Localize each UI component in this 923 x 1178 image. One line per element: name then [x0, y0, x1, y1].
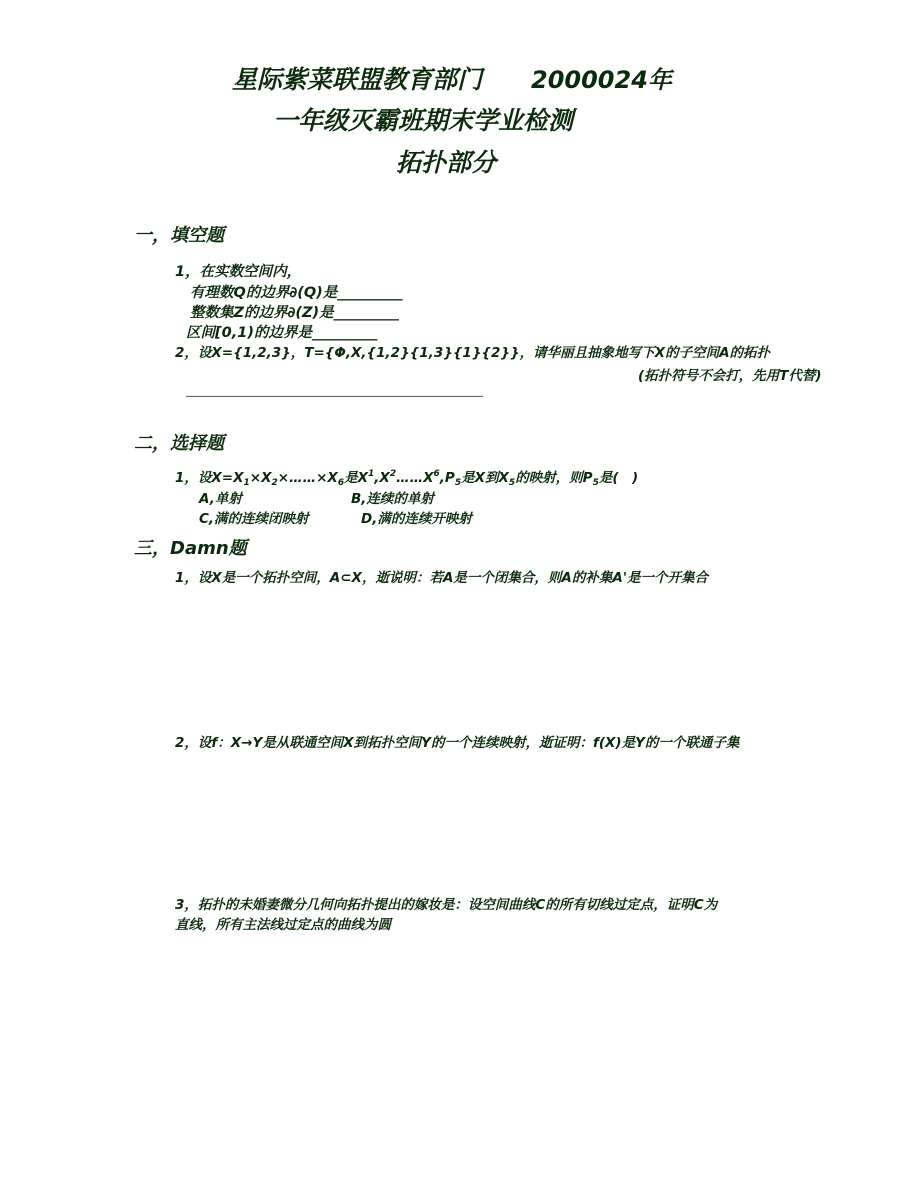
section3-q3-line1: 3，拓扑的未婚妻微分几何向拓扑提出的嫁妆是：设空间曲线C的所有切线过定点，证明C为: [175, 897, 718, 913]
section2-q1-part8: 是X到X: [461, 470, 509, 486]
sub-2: 2: [271, 478, 278, 488]
sub-5a: 5: [454, 478, 462, 488]
section2-q1: [175, 466, 638, 488]
sup-1: 1: [368, 469, 375, 479]
sub-5c: 5: [592, 478, 599, 488]
section1-q2-blank: ______________________________________________________: [186, 384, 483, 397]
header-year: [531, 60, 672, 95]
section2-q1-part6: ……X: [396, 470, 434, 486]
section2-q1-part10: 是( ): [598, 470, 639, 486]
section2-q1-part3: ×……×X: [277, 470, 338, 486]
section2-q1-part7: ,P: [439, 470, 455, 486]
section1-q1-b: 整数集Z的边界∂(Z)是_________: [190, 305, 399, 321]
section1-q2: 2，设X={1,2,3}，T={Φ,X,{1,2}{1,3}{1}{2}}，请华丽且抽象地写下X的子空间A的拓扑: [175, 345, 771, 361]
header-org: [232, 60, 482, 96]
section3-q2: 2，设f：X→Y是从联通空间X到拓扑空间Y的一个连续映射，逝证明：f(X)是Y的一个联通子集: [175, 735, 740, 751]
option-d: D,满的连续开映射: [361, 511, 472, 527]
section3-q3-line2: 直线，所有主法线过定点的曲线为圆: [175, 917, 391, 933]
section1-q1-a: 有理数Q的边界∂(Q)是_________: [190, 285, 403, 301]
sup-6: 6: [433, 469, 440, 479]
header-subtitle: 一年级灭霸班期末学业检测: [273, 106, 574, 135]
section1-title: 一，填空题: [134, 225, 224, 246]
sub-1: 1: [243, 478, 250, 488]
header-year-text: 2000024年: [531, 66, 672, 94]
header-title: 拓扑部分: [396, 148, 497, 177]
section2-q1-part4: 是X: [344, 470, 369, 486]
section1-q1-c: 区间[0,1)的边界是_________: [186, 325, 378, 341]
section3-q1: 1，设X是一个拓扑空间，A⊂X，逝说明：若A是一个闭集合，则A的补集A'是一个开集合: [175, 570, 708, 586]
sub-5b: 5: [508, 478, 516, 488]
section3-title: 三，Damn题: [134, 538, 247, 559]
section2-q1-part2: ×X: [249, 470, 272, 486]
option-c: C,满的连续闭映射: [199, 511, 309, 527]
header-org-text: 星际紫菜联盟教育部门: [232, 65, 483, 94]
section2-q1-part5: ,X: [374, 470, 390, 486]
option-b: B,连续的单射: [351, 491, 434, 507]
section2-title: 二，选择题: [134, 433, 224, 454]
section2-q1-part9: 的映射，则P: [515, 470, 593, 486]
option-a: A,单射: [199, 491, 242, 507]
section1-q2-note: (拓扑符号不会打，先用T代替): [638, 368, 822, 384]
section2-q1-part1: 1，设X=X: [175, 470, 244, 486]
sup-2: 2: [389, 469, 397, 479]
section1-q1-intro: 1，在实数空间内，: [175, 264, 302, 280]
sub-6: 6: [337, 478, 345, 488]
